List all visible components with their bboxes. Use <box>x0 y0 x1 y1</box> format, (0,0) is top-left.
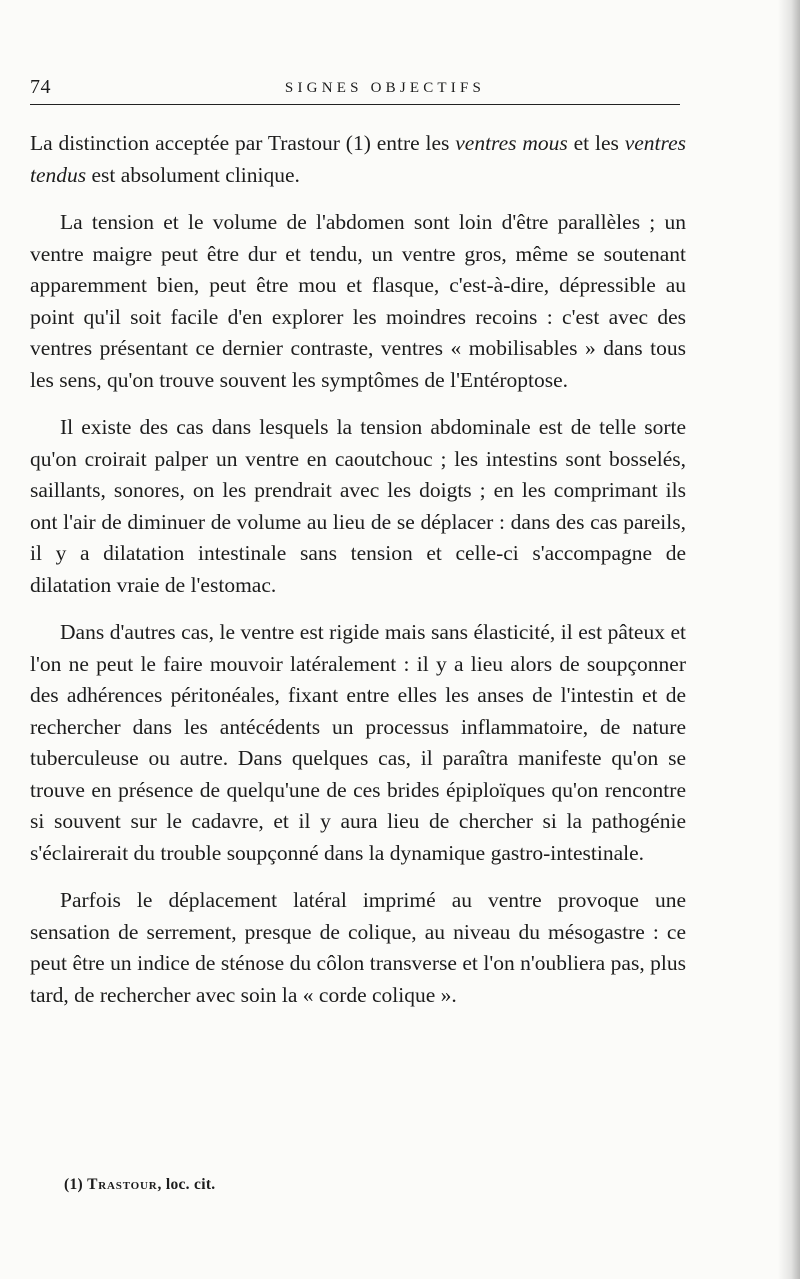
running-title: SIGNES OBJECTIFS <box>284 80 486 96</box>
header-rule <box>30 104 680 105</box>
p1-emphasis-ventres-mous: ventres mous <box>455 131 568 155</box>
p1-text-c: est absolument clinique. <box>86 162 300 187</box>
footnote <box>64 1176 215 1194</box>
paragraph-1 <box>30 128 686 191</box>
footnote-marker: (1) <box>64 1176 83 1193</box>
scan-edge-shadow <box>778 0 800 1279</box>
paragraph-2: La tension et le volume de l'abdomen sont loin d'être parallèles ; un ventre maigre peut être dur et tendu, un ventre gros, même se soutenant apparemment bien, peut être mou et flasque, c'est-à-dire, dépressible au point qu'il soit facile d'en explorer les moindres recoins : c'est avec des ventres présentant ce dernier contraste, ventres « mobilisables » dans tous les sens, qu'on trouve souvent les symptômes de l'Entéroptose. <box>30 210 686 392</box>
paragraph-3: Il existe des cas dans lesquels la tension abdominale est de telle sorte qu'on croirait palper un ventre en caoutchouc ; les intestins sont bosselés, saillants, sonores, on les prendrait avec les doigts ; en les comprimant ils ont l'air de diminuer de volume au lieu de se déplacer : dans des cas pareils, il y a dilatation intestinale sans tension et celle-ci s'accompagne de dilatation vraie de l'estomac. <box>30 415 686 597</box>
running-head <box>30 74 680 104</box>
page-number: 74 <box>30 76 51 98</box>
footnote-citation: , loc. cit. <box>157 1176 216 1193</box>
paragraph-4: Dans d'autres cas, le ventre est rigide mais sans élasticité, il est pâteux et l'on ne peut le faire mouvoir latéralement : il y a lieu alors de soupçonner des adhérences péritonéales, fixant entre elles les anses de l'intestin et de rechercher dans les antécédents un processus inflammatoire, de nature tuberculeuse ou autre. Dans quelques cas, il paraîtra manifeste qu'on se trouve en présence de quelqu'une de ces brides épiploïques qu'on rencontre si souvent sur le cadavre, et il y aura lieu de chercher si la pathogénie s'éclairerait du trouble soupçonné dans la dynamique gastro-intestinale. <box>30 620 686 865</box>
p1-text-a: La distinction acceptée par Trastour (1) entre les <box>30 131 456 155</box>
p1-text-b: et les <box>567 131 625 155</box>
footnote-author: Trastour <box>87 1176 158 1193</box>
paragraph-5: Parfois le déplacement latéral imprimé au ventre provoque une sensation de serrement, presque de colique, au niveau du mésogastre : ce peut être un indice de sténose du côlon transverse et l'on n'oubliera pas, plus tard, de rechercher avec soin la « corde colique ». <box>30 888 686 1007</box>
p1-emphasis-ventres-tendus: ventres tendus <box>30 131 687 187</box>
main-text <box>30 128 686 1011</box>
